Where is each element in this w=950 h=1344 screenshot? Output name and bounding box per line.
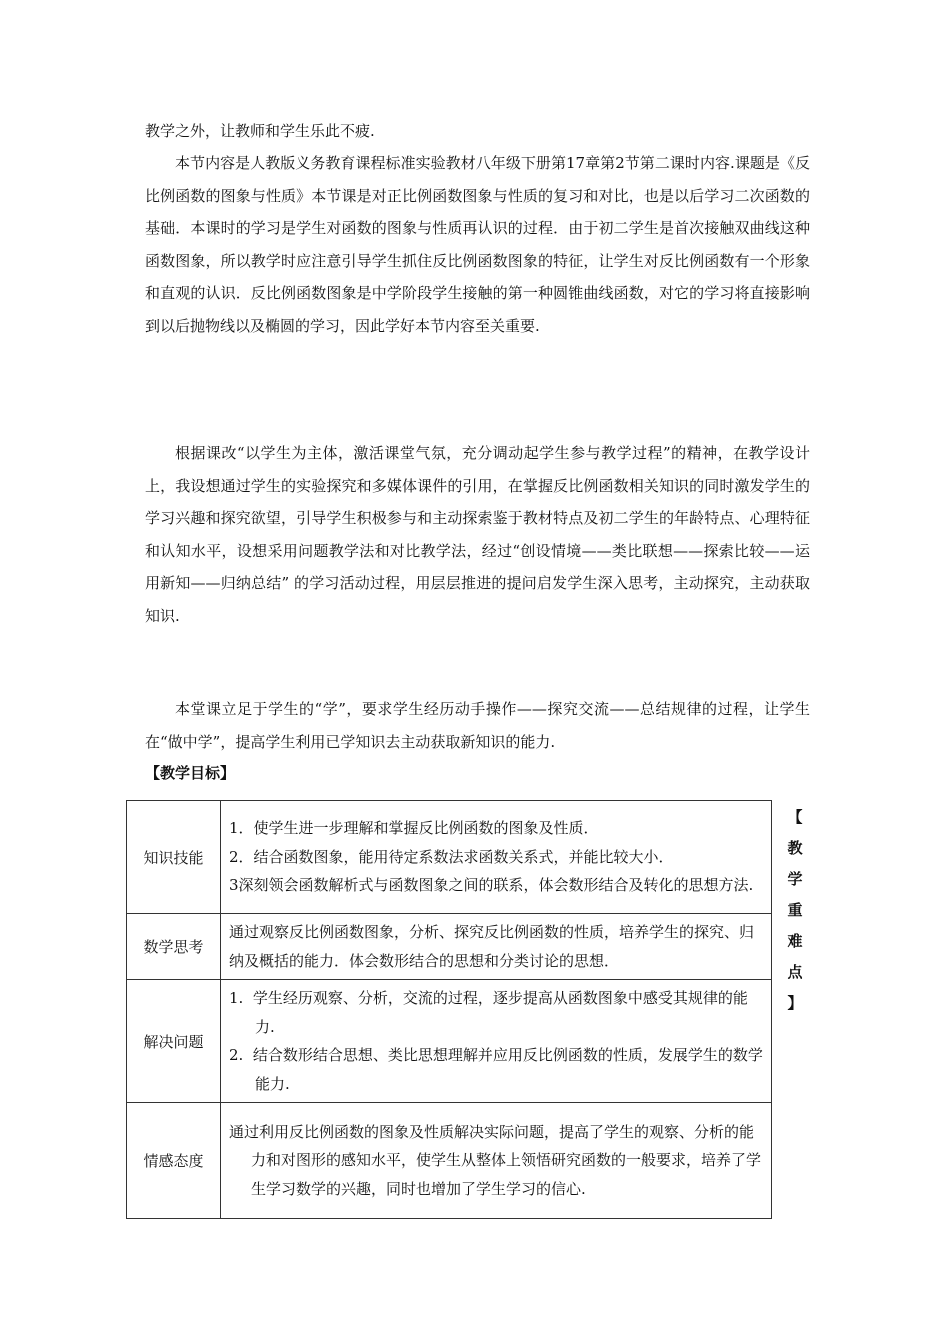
side-label-char: 难: [787, 932, 803, 950]
side-label-char: 【: [787, 808, 803, 826]
side-label-char: 教: [787, 839, 803, 857]
side-label-char: 点: [787, 963, 803, 981]
side-label-key-points: [784, 802, 806, 1019]
list-item: 2. 结合数形结合思想、类比思想理解并应用反比例函数的性质，发展学生的数学能力.: [229, 1046, 763, 1093]
paragraph-learning-by-doing: 本堂课立足于学生的“学”，要求学生经历动手操作——探究交流——总结规律的过程，让学生在“做中学”，提高学生利用已学知识去主动获取新知识的能力.: [145, 700, 810, 751]
paragraph-intro-end: 教学之外，让教师和学生乐此不疲.: [145, 122, 375, 140]
table-row: [127, 801, 772, 914]
goal-line: 1．使学生进一步理解和掌握反比例函数的图象及性质．: [229, 819, 599, 838]
side-label-char: 学: [787, 870, 803, 888]
goal-category: 解决问题: [127, 980, 221, 1103]
table-row: [127, 980, 772, 1103]
goal-description: [221, 1103, 772, 1219]
goal-description: [221, 980, 772, 1103]
table-row: [127, 914, 772, 980]
goal-category: 情感态度: [127, 1103, 221, 1219]
goal-line: 3深刻领会函数解析式与函数图象之间的联系，体会数形结合及转化的思想方法.: [229, 876, 754, 895]
list-item: 1. 学生经历观察、分析，交流的过程，逐步提高从函数图象中感受其规律的能力.: [229, 989, 748, 1036]
section-heading-teaching-goals: 【教学目标】: [145, 764, 236, 782]
teaching-goals-table: [126, 800, 772, 1219]
goal-line: 2．结合函数图象，能用待定系数法求函数关系式，并能比较大小．: [229, 847, 674, 866]
goal-description: [221, 801, 772, 914]
paragraph-teaching-design: 根据课改“以学生为主体，激活课堂气氛，充分调动起学生参与教学过程”的精神，在教学设计上，我设想通过学生的实验探究和多媒体课件的引用，在掌握反比例函数相关知识的同时激发学生的学习兴趣和探究欲望，引导学生积极参与和主动探索鉴于教材特点及初二学生的年龄特点、心理特征和认知水平，设想采用问题教学法和对比教学法，经过“创设情境——类比联想——探索比较——运用新知——归纳总结” 的学习活动过程，用层层推进的提问启发学生深入思考，主动探究，主动获取知识.: [145, 444, 810, 625]
side-label-char: 重: [787, 901, 803, 919]
table-row: [127, 1103, 772, 1219]
goal-category: 数学思考: [127, 914, 221, 980]
side-label-char: 】: [787, 994, 803, 1012]
goal-description: 通过观察反比例函数图象，分析、探究反比例函数的性质，培养学生的探究、归纳及概括的能力．体会数形结合的思想和分类讨论的思想．: [221, 914, 772, 980]
goal-category: 知识技能: [127, 801, 221, 914]
paragraph-lesson-content: 本节内容是人教版义务教育课程标准实验教材八年级下册第17章第2节第二课时内容.课题是《反比例函数的图象与性质》本节课是对正比例函数图象与性质的复习和对比，也是以后学习二次函数的基础．本课时的学习是学生对函数的图象与性质再认识的过程．由于初二学生是首次接触双曲线这种函数图象，所以教学时应注意引导学生抓住反比例函数图象的特征，让学生对反比例函数有一个形象和直观的认识．反比例函数图象是中学阶段学生接触的第一种圆锥曲线函数，对它的学习将直接影响到以后抛物线以及椭圆的学习，因此学好本节内容至关重要.: [145, 154, 810, 335]
goal-paragraph: 通过利用反比例函数的图象及性质解决实际问题，提高了学生的观察、分析的能力和对图形的感知水平，使学生从整体上领悟研究函数的一般要求，培养了学生学习数学的兴趣，同时也增加了学生学习的信心.: [229, 1122, 762, 1198]
